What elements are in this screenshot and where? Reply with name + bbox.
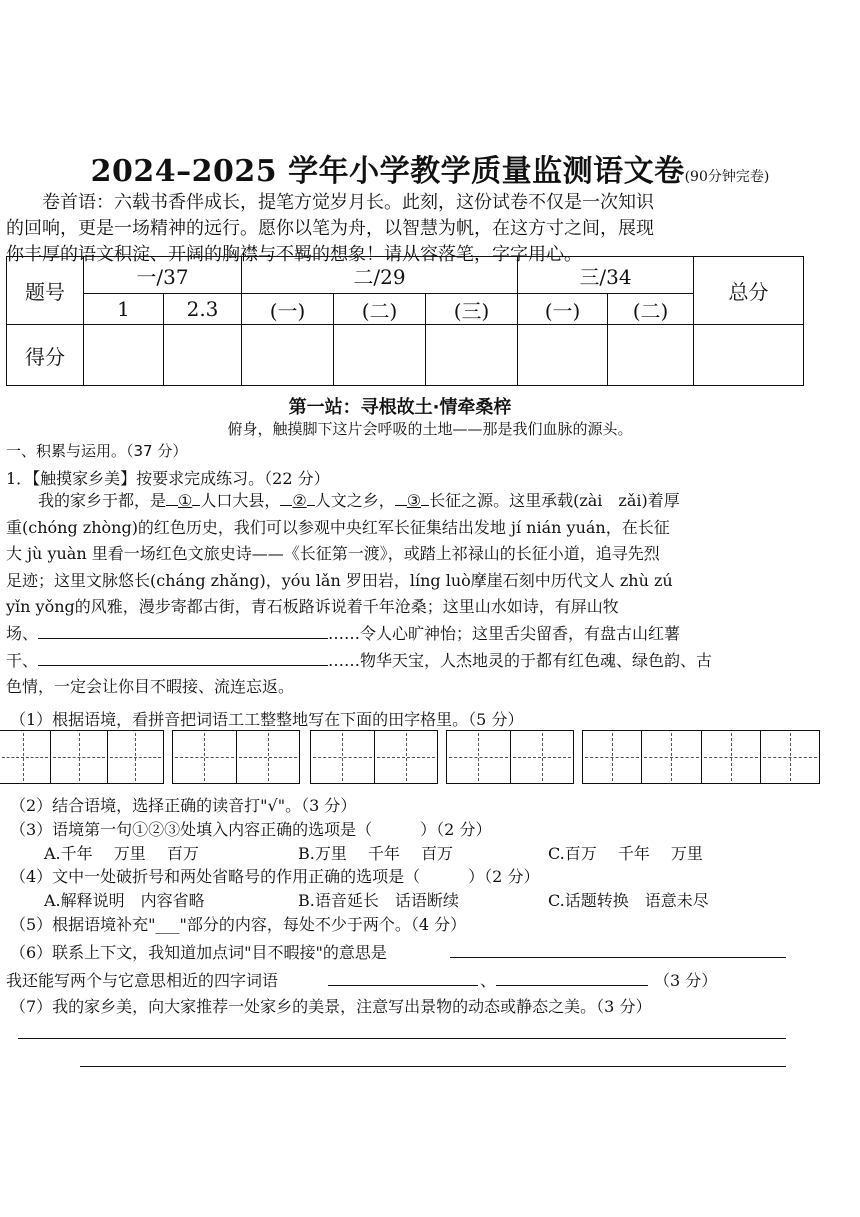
- sub-item: (一): [242, 294, 334, 325]
- sub-question-1: （1）根据语境，看拼音把词语工工整整地写在下面的田字格里。（5 分）: [10, 710, 524, 729]
- score-cell[interactable]: [608, 325, 694, 386]
- fill-blank-pastoral[interactable]: [38, 622, 328, 639]
- question-heading: 1．【触摸家乡美】按要求完成练习。（22 分）: [6, 469, 330, 488]
- score-cell[interactable]: [518, 325, 608, 386]
- passage-line: 场、 ……令人心旷神怡；这里舌尖留香，有盘古山红薯: [6, 623, 681, 643]
- q3-option-c[interactable]: C.百万 千年 万里: [548, 844, 703, 863]
- intro-line: 的回响，更是一场精神的远行。愿你以笔为舟，以智慧为帆，在这方寸之间，展现: [6, 218, 654, 239]
- q6-synonym-1-line[interactable]: [328, 985, 478, 986]
- fill-blank-food[interactable]: [38, 649, 328, 666]
- station-title: 第一站：寻根故土·情牵桑梓: [288, 397, 512, 418]
- group-header-2: 二/29: [242, 257, 518, 294]
- passage-line: 足迹；这里文脉悠长(cháng zhǎng)，yóu lǎn 罗田岩，líng luò摩崖石刻中历代文人 zhù zú: [6, 570, 673, 590]
- section-heading: 一、积累与运用。（37 分）: [6, 442, 188, 460]
- score-cell[interactable]: [242, 325, 334, 386]
- sub-question-4: （4）文中一处破折号和两处省略号的作用正确的选项是（ ）（2 分）: [10, 867, 540, 886]
- blank-3[interactable]: ③: [406, 491, 422, 510]
- station-subtitle: 俯身，触摸脚下这片会呼吸的土地——那是我们血脉的源头。: [227, 420, 633, 438]
- intro-line: 卷首语：六载书香伴成长，提笔方觉岁月长。此刻，这份试卷不仅是一次知识: [42, 192, 654, 213]
- passage-line: yǐn yǒng的风雅，漫步寄都古街，青石板路诉说着千年沧桑；这里山水如诗，有屏山牧: [6, 597, 619, 617]
- sub-item: (二): [608, 294, 694, 325]
- q6-points: （3 分）: [654, 971, 718, 990]
- blank-2[interactable]: ②: [292, 491, 307, 510]
- q7-answer-line-2[interactable]: [80, 1066, 786, 1067]
- passage-line: 色情，一定会让你目不暇接、流连忘返。: [6, 677, 295, 697]
- passage-line: 大 jù yuàn 里看一场红色文旅史诗——《长征第一渡》，或踏上祁禄山的长征小道，追寻先烈: [6, 544, 660, 564]
- q6-separator: 、: [480, 971, 497, 990]
- q4-option-c[interactable]: C.话题转换 语意未尽: [548, 891, 709, 910]
- intro-line: 你丰厚的语文积淀、开阔的胸襟与不羁的想象！请从容落笔，字字用心。: [6, 244, 582, 265]
- sub-question-2: （2）结合语境，选择正确的读音打"√"。（3 分）: [10, 796, 357, 815]
- sub-item: 2.3: [164, 294, 242, 325]
- score-cell[interactable]: [334, 325, 426, 386]
- writing-grid-3[interactable]: [310, 730, 438, 784]
- q6-answer-line[interactable]: [450, 957, 786, 958]
- exam-title: 2024–2025 学年小学教学质量监测语文卷: [90, 154, 685, 189]
- score-table: [6, 256, 804, 386]
- blank-1[interactable]: ①: [178, 491, 193, 510]
- q7-answer-line-1[interactable]: [18, 1038, 786, 1039]
- total-score-cell[interactable]: [694, 325, 804, 386]
- row-label-number: 题号: [7, 257, 84, 325]
- passage-line: 重(chóng zhòng)的红色历史，我们可以参观中央红军长征集结出发地 jí nián yuán，在长征: [6, 517, 670, 537]
- sub-item: 1: [84, 294, 164, 325]
- passage-line: 我的家乡于都，是 ① 人口大县， ② 人文之乡， ③ 长征之源。这里承载(zài zǎi)着厚: [38, 491, 680, 510]
- sub-item: (二): [334, 294, 426, 325]
- q3-option-a[interactable]: A.千年 万里 百万: [44, 844, 199, 863]
- q6-synonym-2-line[interactable]: [496, 985, 648, 986]
- sub-item: (三): [426, 294, 518, 325]
- writing-grid-1[interactable]: [0, 730, 164, 784]
- score-cell[interactable]: [84, 325, 164, 386]
- sub-question-5: （5）根据语境补充"___"部分的内容，每处不少于两个。（4 分）: [10, 915, 467, 934]
- writing-grid-4[interactable]: [446, 730, 574, 784]
- q4-option-b[interactable]: B.语音延长 话语断续: [298, 891, 459, 910]
- score-cell[interactable]: [164, 325, 242, 386]
- sub-item: (一): [518, 294, 608, 325]
- sub-question-6: （6）联系上下文，我知道加点词"目不暇接"的意思是: [10, 943, 387, 962]
- duration-note: (90分钟完卷): [684, 169, 770, 185]
- q6-second-line: 我还能写两个与它意思相近的四字词语: [6, 971, 279, 990]
- writing-grid-5[interactable]: [582, 730, 820, 784]
- sub-question-7: （7）我的家乡美，向大家推荐一处家乡的美景，注意写出景物的动态或静态之美。（3 分）: [10, 997, 652, 1016]
- score-cell[interactable]: [426, 325, 518, 386]
- exam-title-block: [0, 146, 860, 190]
- q4-option-a[interactable]: A.解释说明 内容省略: [44, 891, 205, 910]
- passage-line: 干、 ……物华天宝，人杰地灵的于都有红色魂、绿色韵、古: [6, 650, 713, 670]
- total-label: 总分: [694, 257, 804, 325]
- row-label-score: 得分: [7, 325, 84, 386]
- group-header-3: 三/34: [518, 257, 694, 294]
- writing-grid-2[interactable]: [172, 730, 300, 784]
- passage: [6, 488, 796, 701]
- sub-question-3: （3）语境第一句①②③处填入内容正确的选项是（ ）（2 分）: [10, 820, 492, 839]
- q3-option-b[interactable]: B.万里 千年 百万: [298, 844, 454, 863]
- group-header-1: 一/37: [84, 257, 242, 294]
